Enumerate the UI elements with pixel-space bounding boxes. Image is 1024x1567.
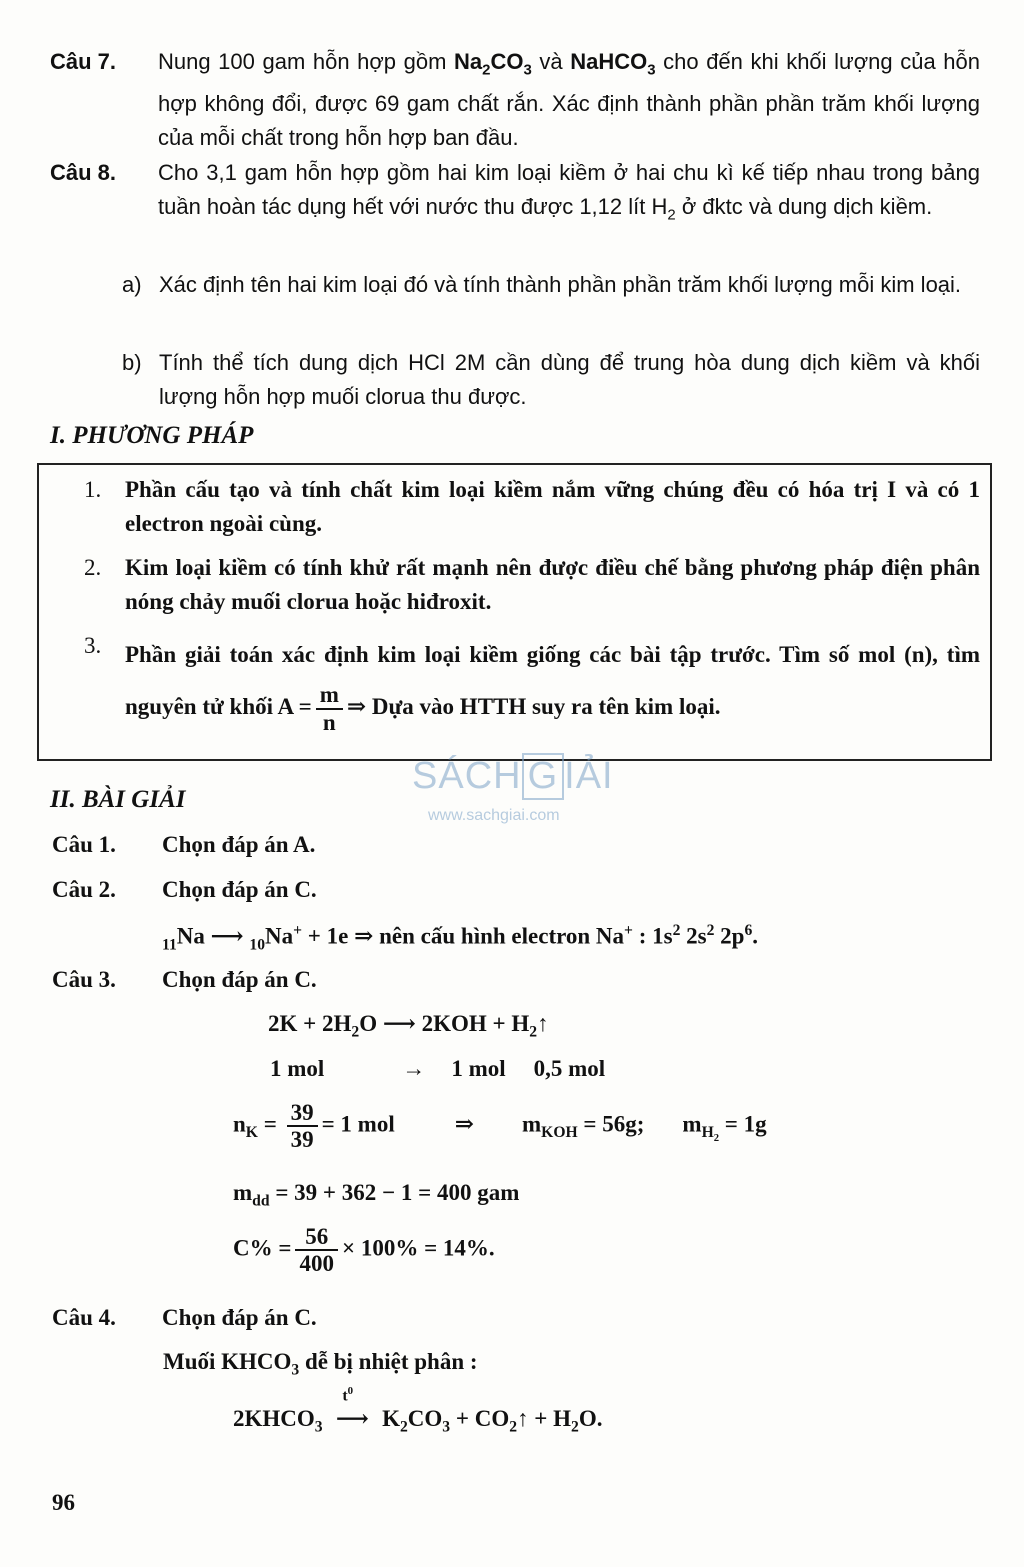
question-8-label: Câu 8. bbox=[50, 160, 117, 185]
answer-3: Câu 3. Chọn đáp án C. bbox=[52, 967, 317, 992]
question-7-label: Câu 7. bbox=[50, 49, 117, 74]
question-7-text: Nung 100 gam hỗn hợp gồm $Na_2CO_3$ và NaHCO$_3$ cho đến khi khối lượng của hỗn hợp không đổi, được 69 gam chất rắn. Xác định thành phần phần trăm khối lượng của mỗi chất trong hỗn hợp ban đầu. bbox=[158, 49, 980, 151]
question-7 bbox=[50, 45, 980, 155]
answer-3-concentration: C% = $\frac{56}{400}$ × 100% = 14%. bbox=[233, 1224, 495, 1277]
answer-1: Câu 1. Chọn đáp án A. bbox=[52, 832, 316, 857]
question-8 bbox=[50, 156, 980, 232]
answer-4: Câu 4. Chọn đáp án C. bbox=[52, 1305, 317, 1330]
watermark bbox=[410, 735, 615, 830]
answer-3-reaction: $2K + 2H_2O$ ⟶ $2KOH + H_2↑$ bbox=[268, 1011, 549, 1041]
answer-2: Câu 2. Chọn đáp án C. bbox=[52, 877, 317, 902]
method-item-3: 3. Phần giải toán xác định kim loại kiềm giống các bài tập trước. Tìm số mol (n), tìm nguyên tử khối A = $\frac{m}{n}$ ⇒ Dựa vào HTTH suy ra tên kim loại. bbox=[84, 633, 980, 735]
answer-4-reaction: $2KHCO_3$ $t^0$ ⟶ $K_2CO_3$ + $CO_2↑ + H_2O$. bbox=[233, 1385, 603, 1436]
answer-3-solution-mass: $m_{dd} = 39 + 362 - 1 = 400$ gam bbox=[233, 1180, 520, 1210]
question-8-part-a: a) Xác định tên hai kim loại đó và tính thành phần phần trăm khối lượng mỗi kim loại. bbox=[122, 272, 962, 297]
method-item-2: 2. Kim loại kiềm có tính khử rất mạnh nên được điều chế bằng phương pháp điện phân nóng chảy muối clorua hoặc hiđroxit. bbox=[84, 555, 980, 614]
answer-3-moles: 1 mol → 1 mol 0,5 mol bbox=[270, 1056, 606, 1081]
answer-2-equation: $_{11}$Na ⟶ $_{10}$Na+ + 1e ⇒ nên cấu hình electron Na+ : $1s^2$ $2s^2$ $2p^6$. bbox=[162, 922, 759, 954]
watermark-brand: SÁCH G IẢI bbox=[412, 753, 614, 800]
question-8-part-b: b) Tính thể tích dung dịch HCl 2M cần dùng để trung hòa dung dịch kiềm và khối lượng hỗn hợp muối clorua thu được. bbox=[122, 350, 980, 409]
section-heading-method: I. PHƯƠNG PHÁP bbox=[50, 422, 254, 449]
atomic-mass-fraction: $\frac{m}{n}$ bbox=[316, 682, 343, 735]
watermark-url: www.sachgiai.com bbox=[428, 807, 560, 824]
answer-4-text: Muối $KHCO_3$ dễ bị nhiệt phân : bbox=[163, 1349, 478, 1379]
question-8-text: Cho 3,1 gam hỗn hợp gồm hai kim loại kiềm ở hai chu kì kế tiếp nhau trong bảng tuần hoàn tác dụng hết với nước thu được 1,12 lít $H_2$ ở đktc và dung dịch kiềm. bbox=[158, 160, 980, 224]
method-item-1: 1. Phần cấu tạo và tính chất kim loại kiềm nắm vững chúng đều có hóa trị I và có 1 electron ngoài cùng. bbox=[84, 477, 980, 536]
section-heading-solution: II. BÀI GIẢI bbox=[50, 786, 186, 813]
page-number: 96 bbox=[52, 1490, 75, 1515]
answer-3-calc: $n_K$ = $\frac{39}{39}$ = 1 mol ⇒ $m_{KOH} = 56g$; $m_{H_2} = 1g$ bbox=[233, 1100, 767, 1153]
